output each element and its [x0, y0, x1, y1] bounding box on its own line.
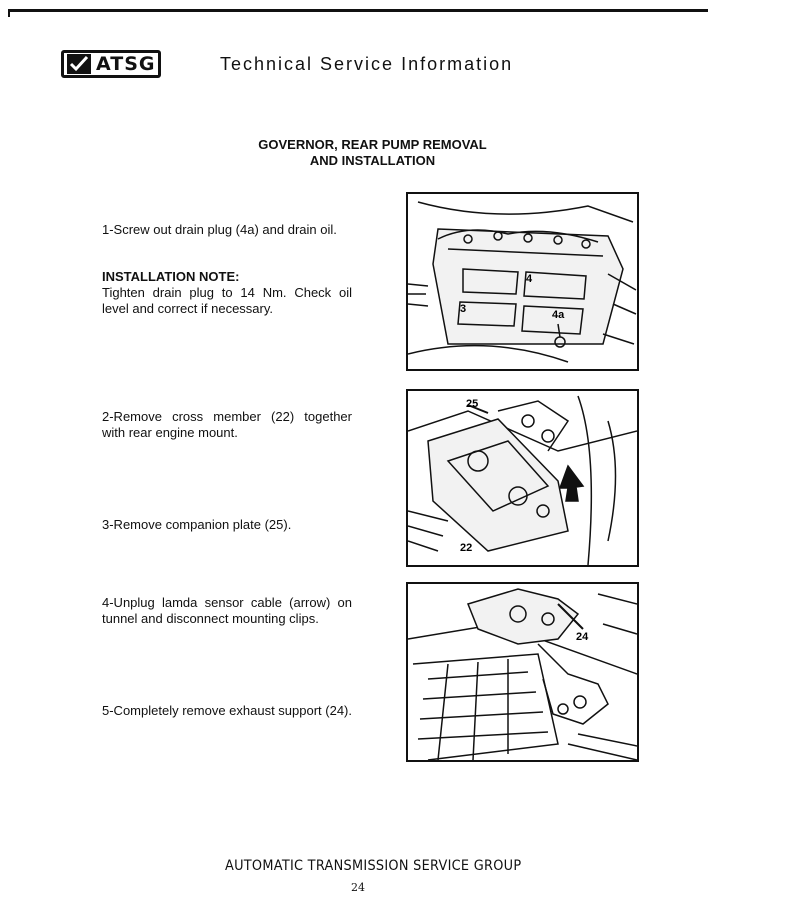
figure-exhaust-support: [406, 582, 639, 762]
step-2: 2-Remove cross member (22) together with rear engine mount.: [102, 409, 352, 440]
oil-pan-illustration: [408, 194, 637, 369]
document-title: [200, 137, 545, 169]
callout-24: 24: [576, 631, 589, 643]
footer-organization: AUTOMATIC TRANSMISSION SERVICE GROUP: [225, 858, 522, 874]
header-title: Technical Service Information: [220, 54, 514, 74]
figure-oil-pan: [406, 192, 639, 371]
callout-4a: 4a: [552, 309, 565, 321]
figure-cross-member: [406, 389, 639, 567]
document-title-line-2: AND INSTALLATION: [309, 153, 436, 168]
atsg-logo: [61, 50, 161, 78]
installation-note-text: Tighten drain plug to 14 Nm. Check oil level and correct if necessary.: [102, 285, 352, 316]
step-4: 4-Unplug lamda sensor cable (arrow) on tunnel and disconnect mounting clips.: [102, 595, 352, 626]
page-number: 24: [351, 881, 365, 894]
top-rule: [8, 9, 708, 12]
checkmark-icon: [66, 53, 92, 75]
logo-text: ATSG: [96, 52, 156, 75]
callout-3: 3: [460, 303, 467, 315]
callout-4: 4: [526, 273, 533, 285]
callout-25: 25: [466, 398, 479, 410]
step-3: 3-Remove companion plate (25).: [102, 517, 292, 532]
callout-22: 22: [460, 542, 473, 554]
step-5: 5-Completely remove exhaust support (24).: [102, 703, 353, 718]
document-title-line-1: GOVERNOR, REAR PUMP REMOVAL: [258, 137, 487, 152]
exhaust-support-illustration: [408, 584, 637, 760]
installation-note-title: INSTALLATION NOTE:: [102, 269, 240, 284]
top-rule-tick: [8, 9, 10, 17]
installation-note: [102, 269, 352, 317]
step-1: 1-Screw out drain plug (4a) and drain oil.: [102, 222, 337, 237]
cross-member-illustration: [408, 391, 637, 565]
